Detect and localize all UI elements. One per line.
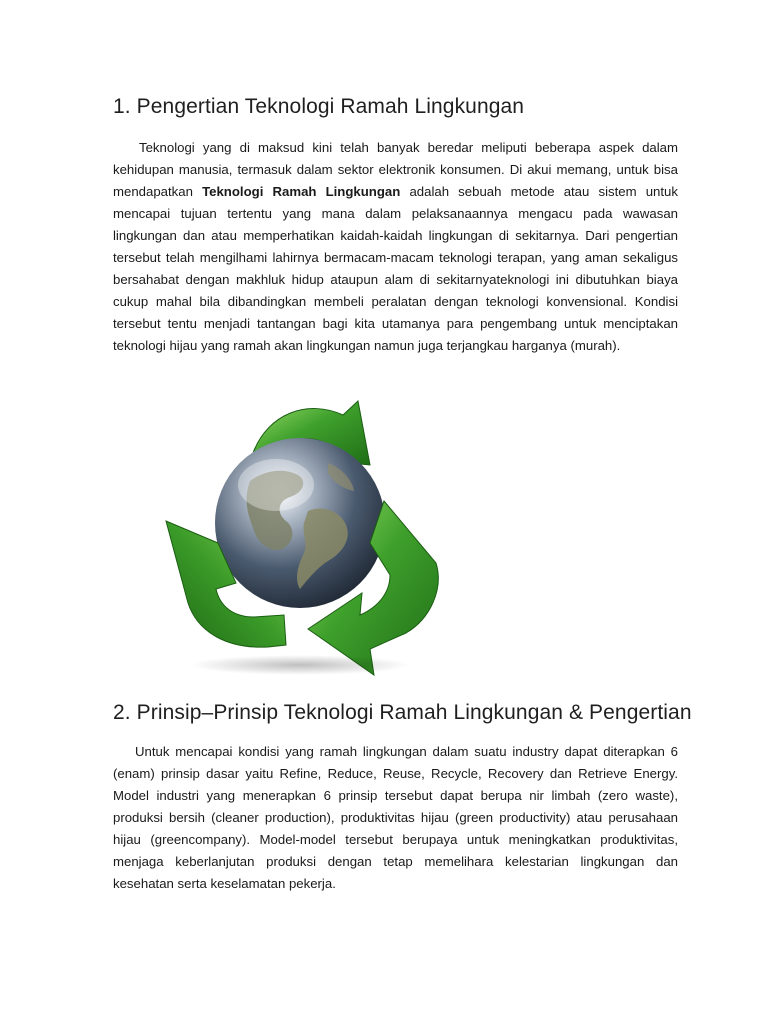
paragraph-text-rest: adalah sebuah metode atau sistem untuk mencapai tujuan tertentu yang mana dalam pelaksanaannya mengacu pada wawasan lingkungan dan atau memperhatikan kaidah-kaidah lingkungan di sekitarnya. Dari pengertian tersebut telah mengilhami lahirnya bermacam-macam teknologi terapan, yang aman sekaligus bersahabat dengan makhluk hidup ataupun alam di sekitarnyateknologi ini dibutuhkan biaya cukup mahal bila dibandingkan membeli peralatan dengan teknologi konvensional. Kondisi tersebut tentu menjadi tantangan bagi kita utamanya para pengembang untuk menciptakan teknologi hijau yang ramah akan lingkungan namun juga terjangkau harganya (murah).: [113, 184, 678, 353]
section-heading-2: 2. Prinsip–Prinsip Teknologi Ramah Lingkungan & Pengertian: [113, 701, 692, 724]
section-heading-1: 1. Pengertian Teknologi Ramah Lingkungan: [113, 95, 525, 118]
paragraph-text-lead: Teknologi yang di maksud kini telah banyak beredar meliputi beberapa aspek dalam kehidupan manusia, termasuk dalam sektor elektronik konsumen. Di akui memang, untuk bisa mendapatkan: [113, 140, 678, 199]
bold-term: Teknologi Ramah Lingkungan: [202, 184, 401, 199]
recycle-globe-image: [158, 393, 443, 681]
section-1-paragraph: [113, 137, 678, 357]
section-2-paragraph: Untuk mencapai kondisi yang ramah lingkungan dalam suatu industry dapat diterapkan 6 (enam) prinsip dasar yaitu Refine, Reduce, Reuse, Recycle, Recovery dan Retrieve Energy. Model industri yang menerapkan 6 prinsip tersebut dapat berupa nir limbah (zero waste), produksi bersih (cleaner production), produktivitas hijau (green productivity) atau perusahaan hijau (greencompany). Model-model tersebut berupaya untuk meningkatkan produktivitas, menjaga keberlanjutan produksi dengan tetap memelihara kelestarian lingkungan dan kesehatan serta keselamatan pekerja.: [113, 744, 678, 891]
recycle-globe-icon: [158, 393, 443, 681]
